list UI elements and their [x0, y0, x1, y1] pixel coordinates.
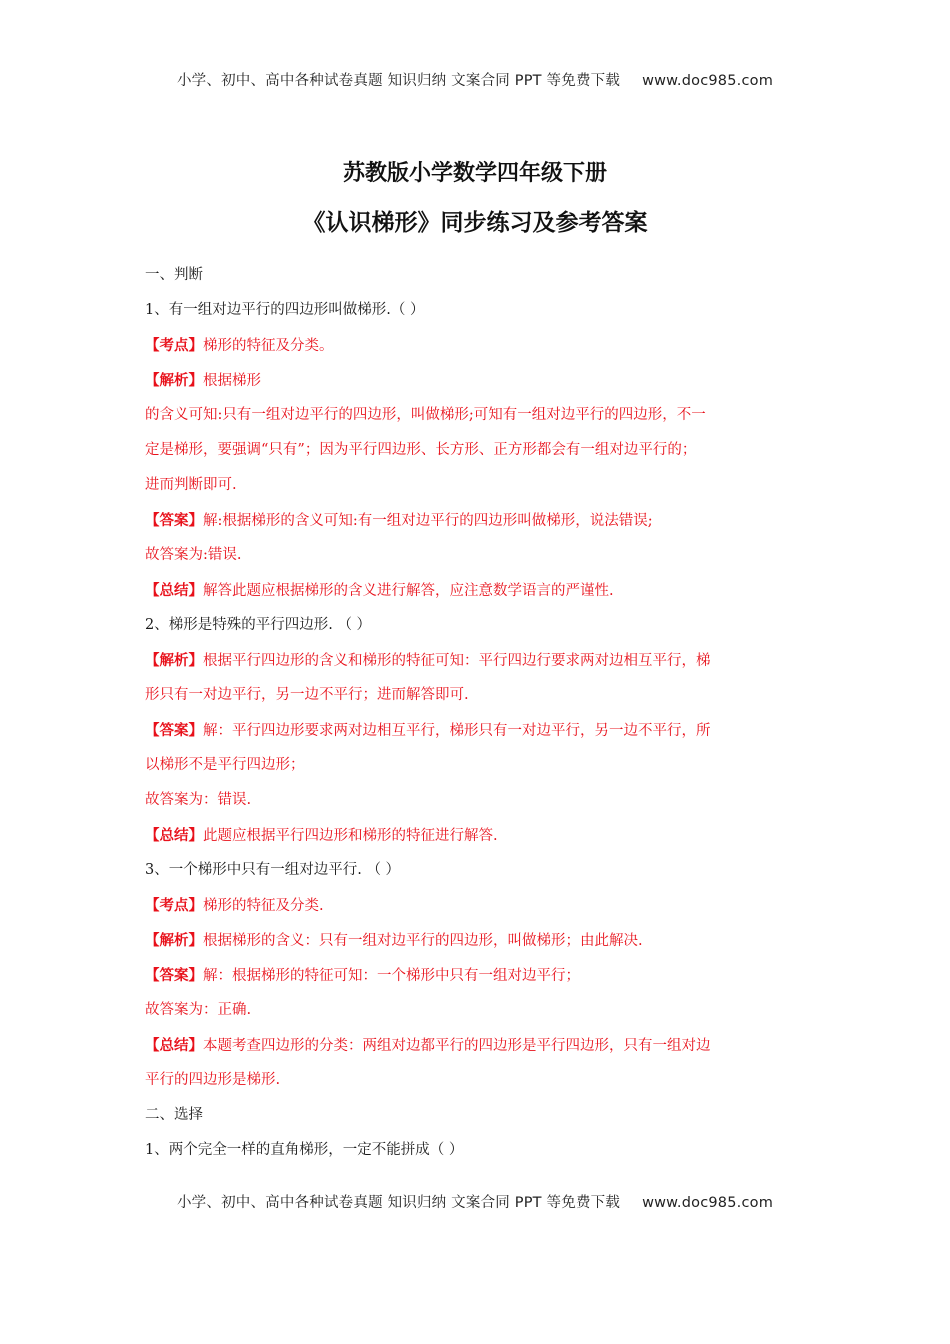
jiexi-tag: 【解析】 — [145, 652, 203, 669]
zongjie-2 — [145, 818, 810, 853]
zongjie-text: 解答此题应根据梯形的含义进行解答，应注意数学语言的严谨性. — [203, 583, 614, 599]
page-header — [0, 69, 950, 90]
jiexi-2 — [145, 643, 810, 678]
footer-url[interactable]: www.doc985.com — [642, 1195, 774, 1211]
header-text: 小学、初中、高中各种试卷真题 知识归纳 文案合同 PPT 等免费下载 — [176, 73, 621, 89]
daan-tag: 【答案】 — [145, 967, 203, 984]
section-heading-choice: 二、选择 — [145, 1107, 203, 1123]
kaodian-3 — [145, 888, 810, 923]
kaodian-text: 梯形的特征及分类. — [203, 898, 324, 914]
jiexi-1 — [145, 363, 810, 398]
jiexi-tag: 【解析】 — [145, 372, 203, 389]
zongjie-text: 此题应根据平行四边形和梯形的特征进行解答. — [203, 828, 498, 844]
header-url[interactable]: www.doc985.com — [642, 73, 774, 89]
zongjie-tag: 【总结】 — [145, 582, 203, 599]
daan-2-cont: 故答案为：错误. — [145, 792, 252, 808]
question-2: 2、梯形是特殊的平行四边形. （ ） — [145, 617, 372, 633]
page-footer — [0, 1191, 950, 1212]
doc-body — [145, 258, 810, 1168]
kaodian-tag: 【考点】 — [145, 897, 203, 914]
daan-tag: 【答案】 — [145, 722, 203, 739]
jiexi-1-cont: 进而判断即可. — [145, 477, 237, 493]
daan-2-cont: 以梯形不是平行四边形； — [145, 757, 305, 773]
doc-subtitle: 《认识梯形》同步练习及参考答案 — [302, 210, 648, 236]
question-3: 3、一个梯形中只有一组对边平行. （ ） — [145, 862, 401, 878]
daan-1-cont: 故答案为:错误. — [145, 547, 242, 563]
daan-text: 解：根据梯形的特征可知：一个梯形中只有一组对边平行； — [203, 968, 580, 984]
jiexi-1-cont: 定是梯形，要强调“只有”；因为平行四边形、长方形、正方形都会有一组对边平行的； — [145, 442, 697, 458]
zongjie-1 — [145, 573, 810, 608]
daan-3 — [145, 958, 810, 993]
jiexi-tag: 【解析】 — [145, 932, 203, 949]
doc-title: 苏教版小学数学四年级下册 — [342, 161, 607, 186]
zongjie-text: 本题考查四边形的分类：两组对边都平行的四边形是平行四边形，只有一组对边 — [203, 1038, 711, 1054]
jiexi-2-cont: 形只有一对边平行，另一边不平行；进而解答即可. — [145, 687, 469, 703]
jiexi-text: 根据梯形的含义：只有一组对边平行的四边形，叫做梯形；由此解决. — [203, 933, 643, 949]
daan-tag: 【答案】 — [145, 512, 203, 529]
question-1: 1、有一组对边平行的四边形叫做梯形.（ ） — [145, 302, 425, 318]
daan-text: 解:根据梯形的含义可知:有一组对边平行的四边形叫做梯形，说法错误; — [203, 513, 653, 529]
daan-3-cont: 故答案为：正确. — [145, 1002, 252, 1018]
kaodian-1 — [145, 328, 810, 363]
choice-question-1: 1、两个完全一样的直角梯形，一定不能拼成（ ） — [145, 1142, 464, 1158]
daan-2 — [145, 713, 810, 748]
jiexi-1-cont: 的含义可知:只有一组对边平行的四边形，叫做梯形;可知有一组对边平行的四边形，不一 — [145, 407, 706, 423]
daan-text: 解：平行四边形要求两对边相互平行，梯形只有一对边平行，另一边不平行，所 — [203, 723, 711, 739]
section-heading-judge: 一、判断 — [145, 267, 203, 283]
zongjie-3-cont: 平行的四边形是梯形. — [145, 1072, 281, 1088]
zongjie-tag: 【总结】 — [145, 827, 203, 844]
zongjie-3 — [145, 1028, 810, 1063]
kaodian-tag: 【考点】 — [145, 337, 203, 354]
jiexi-text: 根据平行四边形的含义和梯形的特征可知：平行四边行要求两对边相互平行，梯 — [203, 653, 711, 669]
jiexi-text: 根据梯形 — [203, 373, 261, 389]
jiexi-3 — [145, 923, 810, 958]
zongjie-tag: 【总结】 — [145, 1037, 203, 1054]
daan-1 — [145, 503, 810, 538]
kaodian-text: 梯形的特征及分类。 — [203, 338, 334, 354]
footer-text: 小学、初中、高中各种试卷真题 知识归纳 文案合同 PPT 等免费下载 — [176, 1195, 621, 1211]
